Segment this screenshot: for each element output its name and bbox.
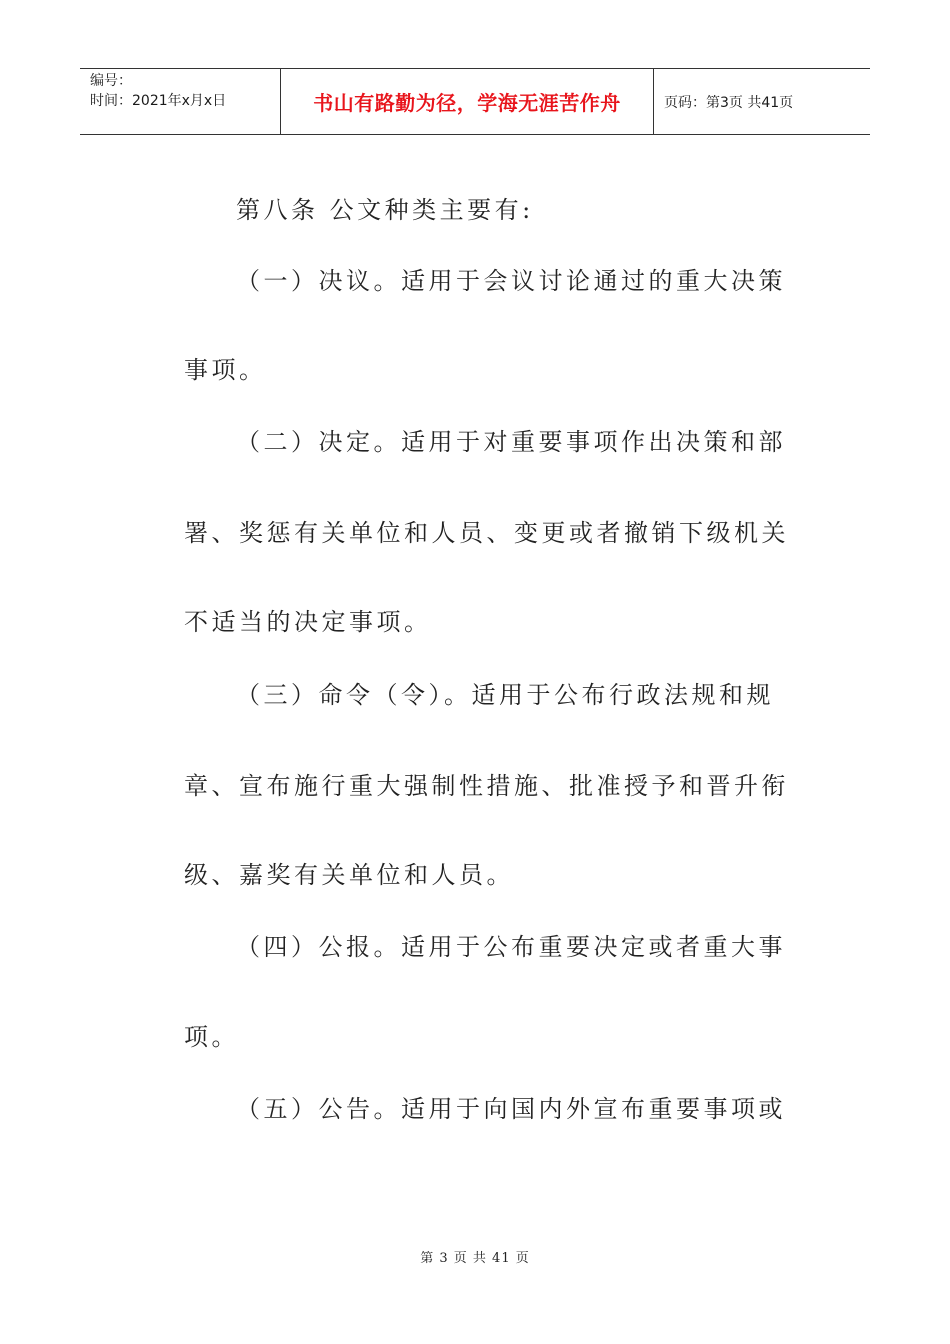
body-line: 署、奖惩有关单位和人员、变更或者撤销下级机关 (184, 519, 789, 547)
body-line: 第八条 公文种类主要有: (236, 196, 534, 224)
time-label: 时间：2021年x月x日 (90, 93, 227, 109)
body-line: 章、宣布施行重大强制性措施、批准授予和晋升衔 (184, 772, 789, 800)
body-line: （三）命令（令）。适用于公布行政法规和规 (236, 681, 774, 709)
body-line: 级、嘉奖有关单位和人员。 (184, 861, 514, 889)
header-motto: 书山有路勤为径，学海无涯苦作舟 (281, 69, 654, 134)
body-line: （四）公报。适用于公布重要决定或者重大事 (236, 933, 786, 961)
header-page-info: 页码：第3页 共41页 (664, 94, 794, 111)
body-line: 事项。 (184, 356, 267, 384)
body-line: （一）决议。适用于会议讨论通过的重大决策 (236, 267, 786, 295)
body-line: 不适当的决定事项。 (184, 608, 432, 636)
body-line: （二）决定。适用于对重要事项作出决策和部 (236, 428, 786, 456)
body-line: 项。 (184, 1023, 239, 1051)
code-label: 编号： (90, 73, 132, 89)
body-line: （五）公告。适用于向国内外宣布重要事项或 (236, 1095, 786, 1123)
page-footer: 第 3 页 共 41 页 (420, 1251, 530, 1266)
